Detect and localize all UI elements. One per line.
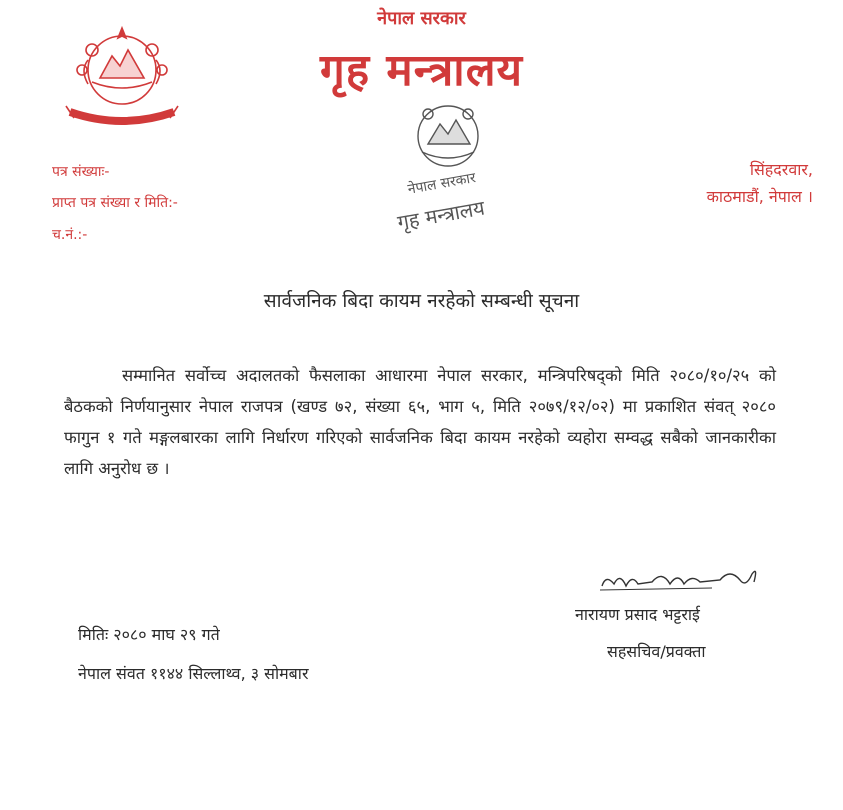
address-line-1: सिंहदरवार,: [749, 160, 813, 179]
address-line-2: काठमाडौं, नेपाल ।: [706, 187, 813, 206]
signatory-name: नारायण प्रसाद भट्टराई: [575, 605, 700, 624]
signatory-title: सहसचिव/प्रवक्ता: [607, 642, 706, 661]
seal-top-text: नेपाल सरकार: [406, 170, 477, 198]
notice-subject: सार्वजनिक बिदा कायम नरहेको सम्बन्धी सूचना: [263, 290, 580, 312]
ministry-seal-icon: [378, 92, 528, 242]
received-letter-label: प्राप्त पत्र संख्या र मिति:-: [52, 195, 178, 211]
date-nepal-sambat: नेपाल संवत ११४४ सिल्लाथ्व, ३ सोमबार: [78, 664, 309, 683]
date-bs: मितिः २०८० माघ २९ गते: [78, 625, 220, 644]
government-title: नेपाल सरकार: [377, 8, 466, 29]
letter-number-label: पत्र संख्याः-: [52, 164, 110, 180]
notice-body: सम्मानित सर्वोच्च अदालतको फैसलाका आधारमा नेपाल सरकार, मन्त्रिपरिषद्को मिति २०८०/१०/२५ को बैठकको निर्णयानुसार नेपाल राजपत्र (खण्ड ७२, संख्या ६५, भाग ५, मिति २०७९/१२/०२) मा प्रकाशित संवत् २०८० फागुन १ गते मङ्गलबारका लागि निर्धारण गरिएको सार्वजनिक बिदा कायम नरहेको व्यहोरा सम्वद्ध सबैको जानकारीका लागि अनुरोध छ ।: [64, 366, 776, 478]
signature-icon: [592, 560, 772, 600]
seal-bottom-text: गृह मन्त्रालय: [395, 195, 487, 235]
dispatch-number-label: च.नं.:-: [52, 227, 88, 243]
ministry-title: गृह मन्त्रालय: [319, 45, 524, 96]
